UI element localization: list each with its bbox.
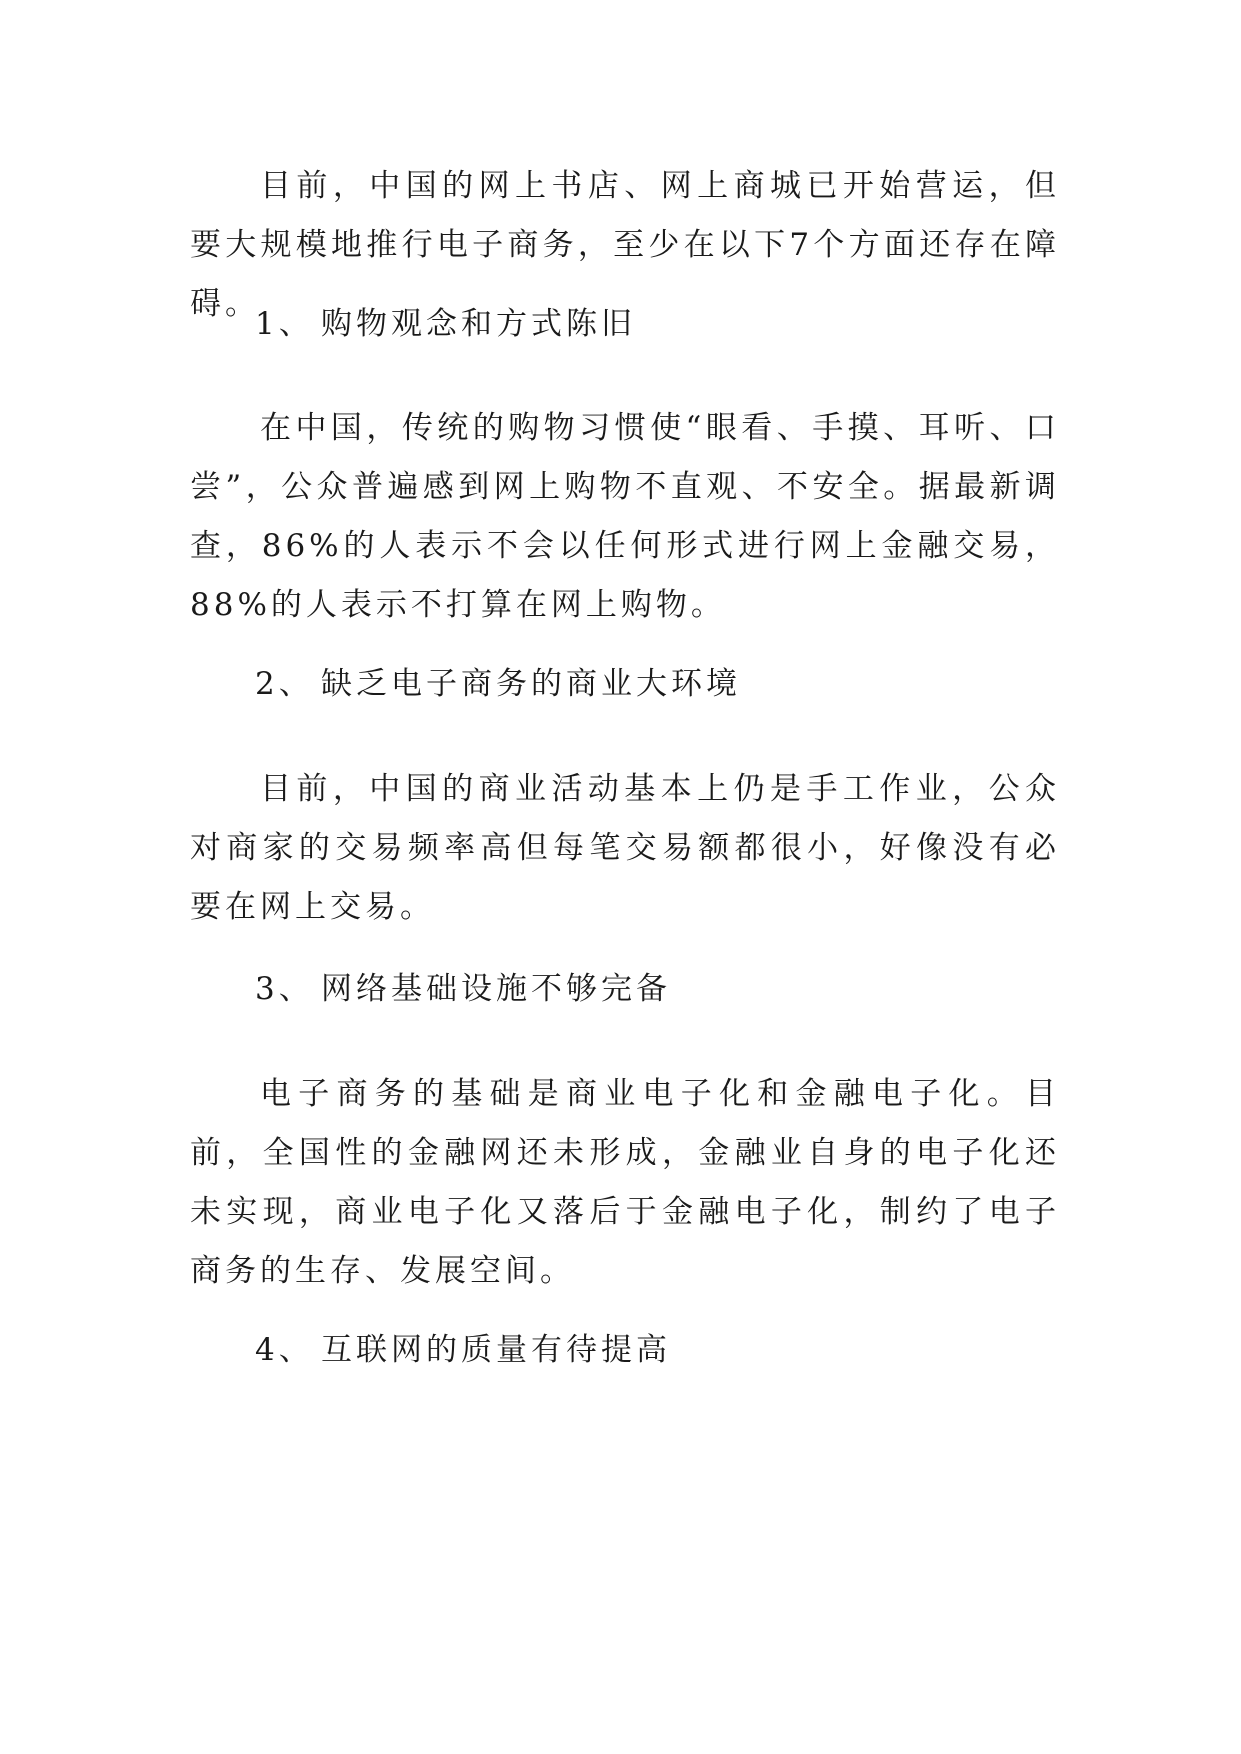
section-3-paragraph: 电子商务的基础是商业电子化和金融电子化。目前，全国性的金融网还未形成，金融业自身的电子化还未实现，商业电子化又落后于金融电子化，制约了电子商务的生存、发展空间。 (190, 1076, 1060, 1289)
section-number: 4、 (255, 1332, 314, 1368)
section-heading-3 (255, 960, 671, 1019)
section-heading-1 (255, 295, 636, 354)
section-number: 2、 (255, 666, 314, 702)
section-number: 1、 (255, 306, 314, 342)
section-2-paragraph: 目前，中国的商业活动基本上仍是手工作业，公众对商家的交易频率高但每笔交易额都很小，好像没有必要在网上交易。 (190, 771, 1060, 925)
section-title: 购物观念和方式陈旧 (321, 306, 636, 342)
section-number: 3、 (255, 971, 314, 1007)
section-title: 互联网的质量有待提高 (321, 1332, 671, 1368)
section-heading-4 (255, 1321, 671, 1380)
section-1-paragraph: 在中国，传统的购物习惯使“眼看、手摸、耳听、口尝”，公众普遍感到网上购物不直观、不安全。据最新调查，86%的人表示不会以任何形式进行网上金融交易，88%的人表示不打算在网上购物。 (190, 410, 1060, 623)
section-title: 网络基础设施不够完备 (321, 971, 671, 1007)
section-heading-2 (255, 655, 741, 714)
section-title: 缺乏电子商务的商业大环境 (321, 666, 741, 702)
intro-paragraph: 目前，中国的网上书店、网上商城已开始营运，但要大规模地推行电子商务，至少在以下7个方面还存在障碍。 (190, 168, 1060, 322)
